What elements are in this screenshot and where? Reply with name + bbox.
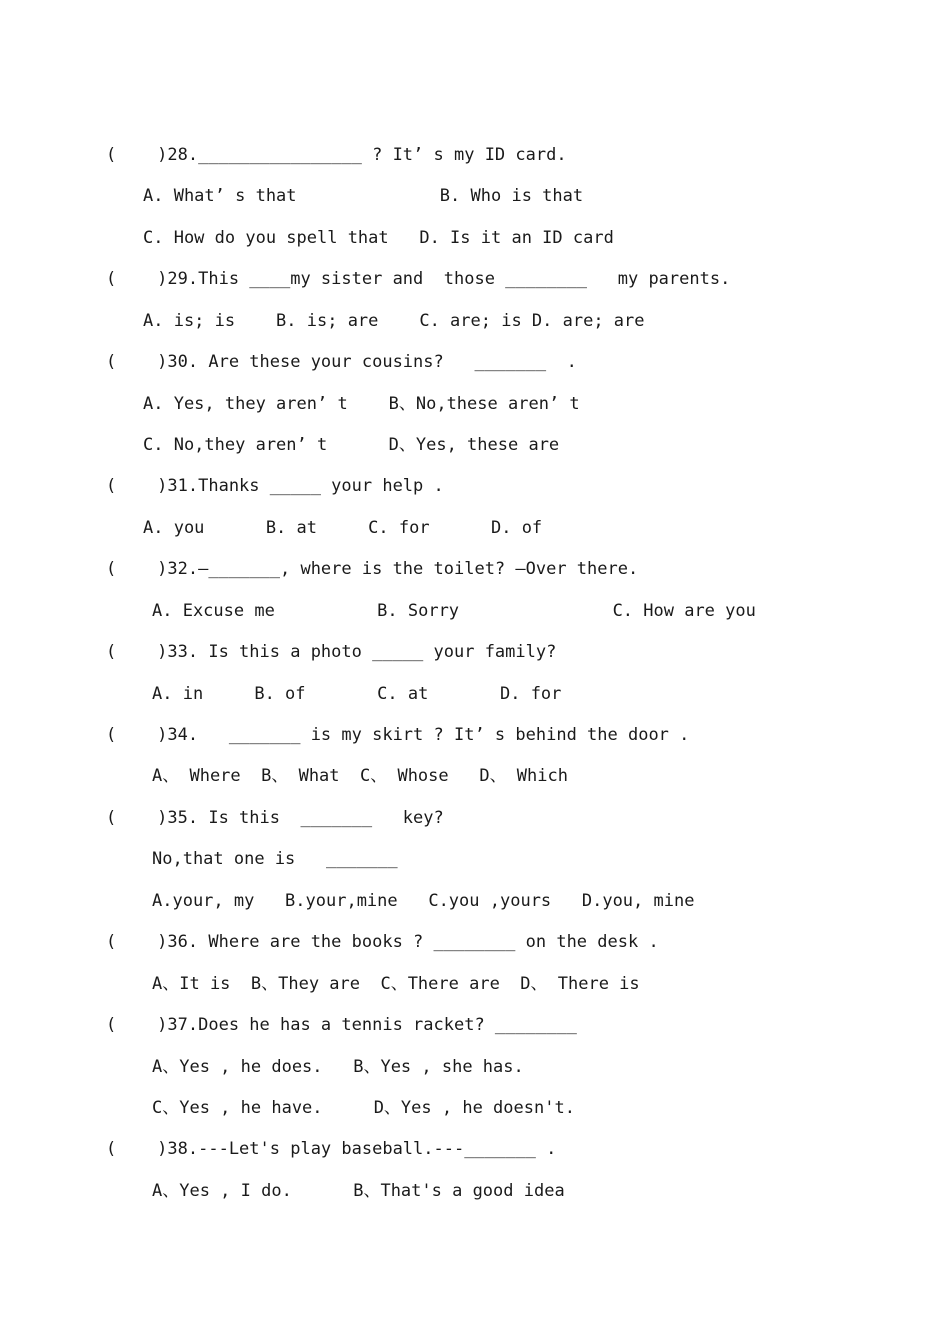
question-28-options-row-1: A. What’ s that B. Who is that (143, 186, 584, 206)
question-28-options-row-2: C. How do you spell that D. Is it an ID card (143, 228, 614, 248)
question-33: ( )33. Is this a photo _____ your family? (106, 642, 557, 662)
question-38-options: A、Yes , I do. B、That's a good idea (152, 1181, 565, 1201)
question-32-options: A. Excuse me B. Sorry C. How are you (152, 601, 756, 621)
question-29-options: A. is; is B. is; are C. are; is D. are; are (143, 311, 645, 331)
question-35: ( )35. Is this _______ key? (106, 808, 444, 828)
question-31: ( )31.Thanks _____ your help . (106, 476, 444, 496)
question-28: ( )28.________________ ? It’ s my ID card. (106, 145, 567, 165)
question-36-options: A、It is B、They are C、There are D、 There is (152, 974, 640, 994)
question-32: ( )32.—_______, where is the toilet? —Over there. (106, 559, 639, 579)
question-36: ( )36. Where are the books ? ________ on the desk . (106, 932, 659, 952)
question-37-options-row-2: C、Yes , he have. D、Yes , he doesn't. (152, 1098, 575, 1118)
question-37: ( )37.Does he has a tennis racket? ________ (106, 1015, 577, 1035)
question-29: ( )29.This ____my sister and those ________ my parents. (106, 269, 731, 289)
question-35-answer-prompt: No,that one is _______ (152, 849, 398, 869)
question-30-options-row-1: A. Yes, they aren’ t B、No,these aren’ t (143, 394, 580, 414)
question-30: ( )30. Are these your cousins? _______ . (106, 352, 577, 372)
question-38: ( )38.---Let's play baseball.---_______ . (106, 1139, 557, 1159)
question-31-options: A. you B. at C. for D. of (143, 518, 543, 538)
question-34: ( )34. _______ is my skirt ? It’ s behind the door . (106, 725, 690, 745)
question-34-options: A、 Where B、 What C、 Whose D、 Which (152, 766, 568, 786)
question-33-options: A. in B. of C. at D. for (152, 684, 562, 704)
question-37-options-row-1: A、Yes , he does. B、Yes , she has. (152, 1057, 524, 1077)
question-35-options: A.your, my B.your,mine C.you ,yours D.you, mine (152, 891, 695, 911)
question-30-options-row-2: C. No,they aren’ t D、Yes, these are (143, 435, 560, 455)
